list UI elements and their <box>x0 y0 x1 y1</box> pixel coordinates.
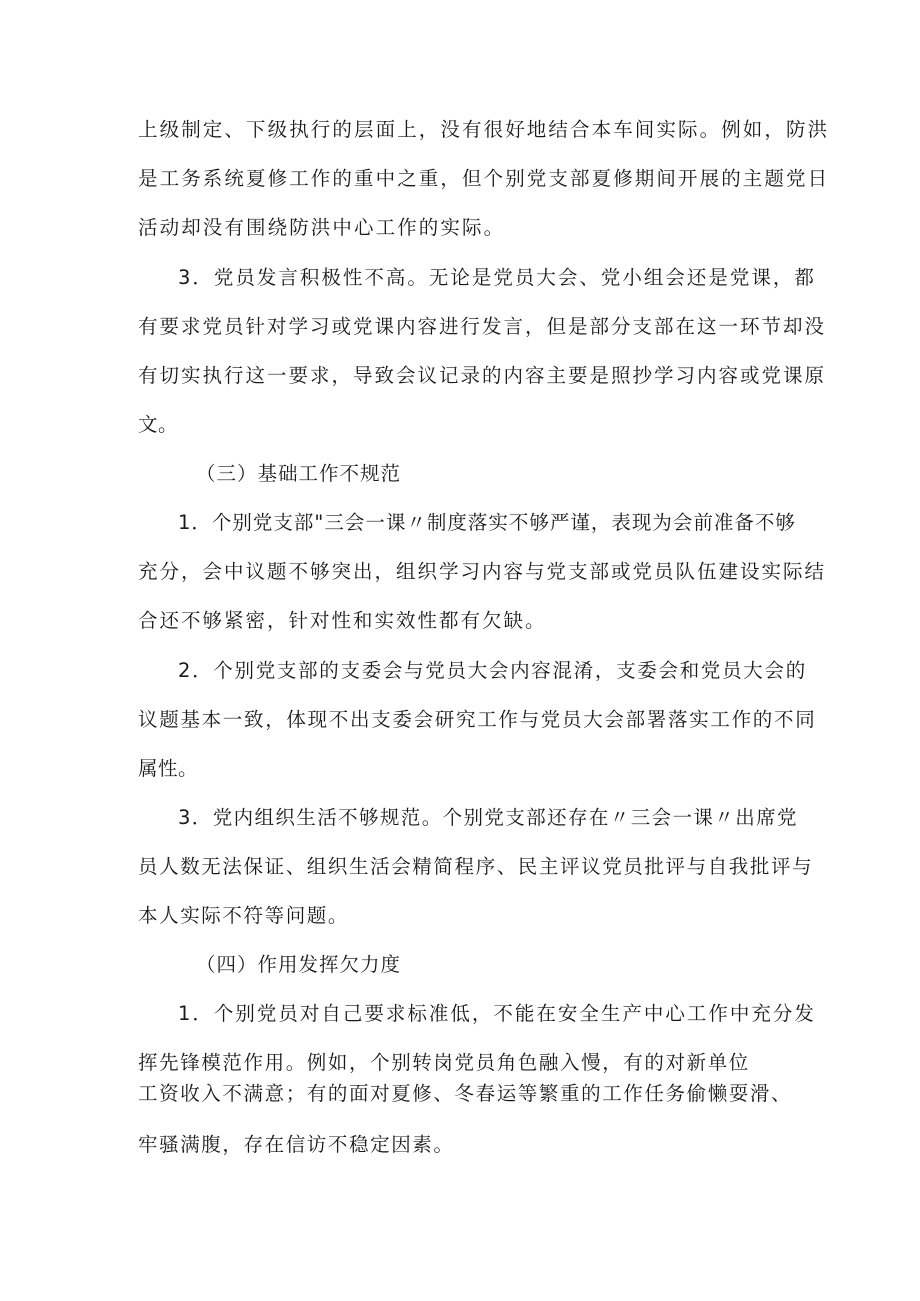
text-line: 挥先锋模范作用。例如，个别转岗党员角色融入慢，有的对新单位 <box>138 1051 750 1074</box>
text-line: 充分，会中议题不够突出，组织学习内容与党支部或党员队伍建设实际结 <box>138 560 827 583</box>
text-line: 属性。 <box>138 757 199 780</box>
paragraph-start: 1．个别党支部"三会一课〃制度落实不够严谨，表现为会前准备不够 <box>178 511 796 534</box>
paragraph-start: 3．党内组织生活不够规范。个别党支部还存在〃三会一课〃出席党 <box>178 806 798 829</box>
paragraph-start: 1．个别党员对自己要求标准低，不能在安全生产中心工作中充分发 <box>178 1002 816 1025</box>
paragraph-start: 3．党员发言积极性不高。无论是党员大会、党小组会还是党课，都 <box>178 266 816 289</box>
text-line: 本人实际不符等问题。 <box>138 904 350 927</box>
text-line: 员人数无法保证、组织生活会精简程序、民主评议党员批评与自我批评与 <box>138 855 814 878</box>
text-line: 有要求党员针对学习或党课内容进行发言，但是部分支部在这一环节却没 <box>138 315 827 338</box>
text-line: 合还不够紧密，针对性和实效性都有欠缺。 <box>138 609 547 632</box>
text-line: 牢骚满腹，存在信访不稳定因素。 <box>138 1133 455 1156</box>
text-line: 上级制定、下级执行的层面上，没有很好地结合本车间实际。例如，防洪 <box>138 118 830 141</box>
text-line: 议题基本一致，体现不出支委会研究工作与党员大会部署落实工作的不同 <box>138 708 817 731</box>
section-heading: （三）基础工作不规范 <box>196 462 402 485</box>
text-line: 有切实执行这一要求，导致会议记录的内容主要是照抄学习内容或党课原 <box>138 364 827 387</box>
paragraph-start: 2．个别党支部的支委会与党员大会内容混淆，支委会和党员大会的 <box>178 659 807 682</box>
section-heading: （四）作用发挥欠力度 <box>196 953 402 976</box>
text-line: 是工务系统夏修工作的重中之重，但个别党支部夏修期间开展的主题党日 <box>138 167 830 190</box>
text-line: 文。 <box>138 413 179 436</box>
text-line: 活动却没有围绕防洪中心工作的实际。 <box>138 216 506 239</box>
text-line: 工资收入不满意；有的面对夏修、冬春运等繁重的工作任务偷懒耍滑、 <box>138 1082 793 1105</box>
